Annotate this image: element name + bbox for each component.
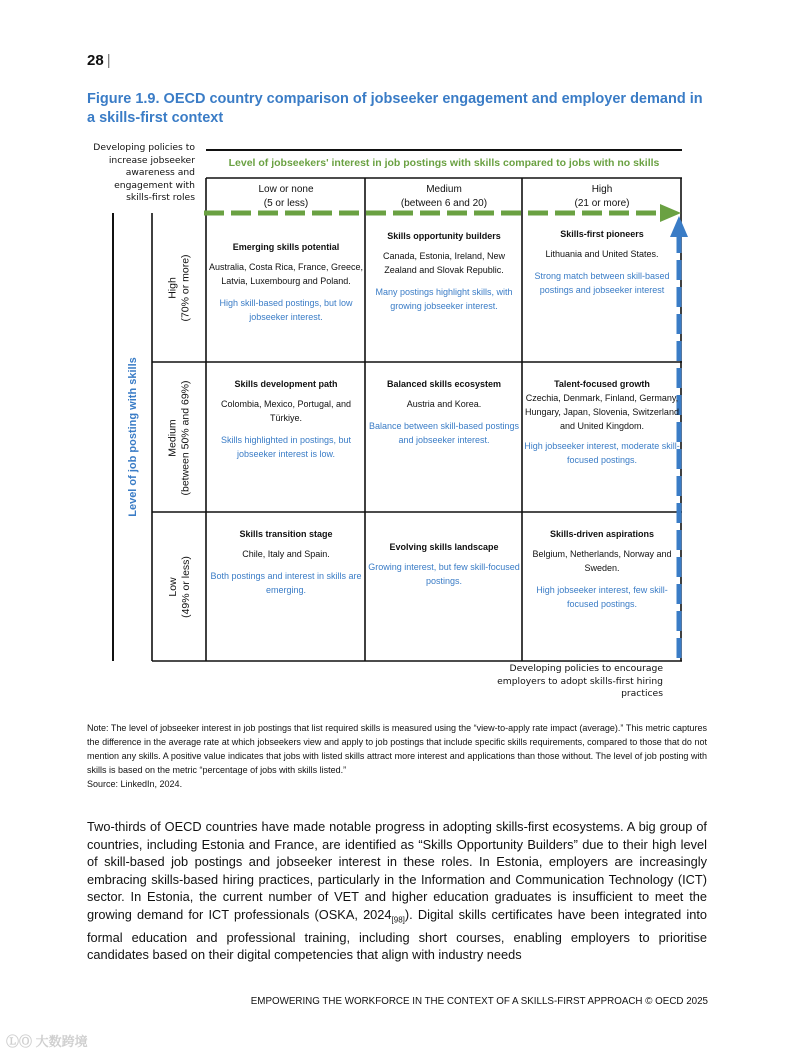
cell-evolving-skills-landscape [367,540,521,588]
cell-description: Many postings highlight skills, with growing jobseeker interest. [375,287,513,311]
cell-description: High jobseeker interest, few skill-focused postings. [536,585,668,609]
bottom-right-policy-note: Developing policies to encourage employers to adopt skills-first hiring practices [497,663,663,700]
cell-title: Balanced skills ecosystem [386,379,502,389]
body-text-part-2: ). Digital skills certificates have been integrated into formal education and professional training, including short courses, enabling employers to prioritise candidates based on their digital competencies that align with industry needs [87,906,707,963]
figure-title: Figure 1.9. OECD country comparison of jobseeker engagement and employer demand in a skills-first context [87,91,703,126]
cell-countries: Austria and Korea. [406,399,482,409]
cell-description: Skills highlighted in postings, but jobseeker interest is low. [220,435,352,459]
watermark-logo: ⓁⓄ 大数跨境 [6,1034,88,1049]
figure-note-text: Note: The level of jobseeker interest in job postings that list required skills is measured using the “view-to-apply rate impact (average).” This metric captures the difference in the average rate at which jobseekers view and apply to job postings that include specific skills requirements, compared to those that do not mention any skills. A positive value indicates that jobs with listed skills attract more interest and applications than those without. The level of job posting with skills is based on the metric “percentage of jobs with skills listed.” [87,723,707,775]
cell-skills-first-pioneers [524,227,680,297]
cell-title: Skills-driven aspirations [549,529,655,539]
row-label-range: (49% or less) [179,556,192,618]
cell-countries: Colombia, Mexico, Portugal, and Türkiye. [220,399,352,423]
cell-countries: Canada, Estonia, Ireland, New Zealand and Slovak Republic. [382,251,506,275]
page-number-separator: | [106,52,111,69]
body-paragraph [87,818,707,964]
cell-emerging-skills-potential [208,240,364,324]
cell-countries: Chile, Italy and Spain. [242,549,330,559]
cell-description: Both postings and interest in skills are emerging. [210,571,362,595]
column-header-label: High [591,184,613,195]
cell-description: Strong match between skill-based postings and jobseeker interest [534,271,670,295]
row-label-text: High [166,277,179,299]
column-header-label: Medium [426,184,462,195]
cell-title: Skills development path [234,379,338,389]
row-axis-title: Level of job posting with skills [127,357,139,517]
cell-title: Emerging skills potential [232,242,340,252]
figure-note [87,721,707,791]
cell-countries: Czechia, Denmark, Finland, Germany, Hungary, Japan, Slovenia, Switzerland and United Kingdom. [525,393,679,431]
top-left-policy-note: Developing policies to increase jobseeker awareness and engagement with skills-first roles [93,142,195,204]
cell-balanced-skills-ecosystem [367,377,521,447]
cell-skills-driven-aspirations [524,527,680,611]
page-number: 28 | [87,52,111,69]
cell-skills-transition-stage [208,527,364,597]
cell-description: Growing interest, but few skill-focused postings. [368,562,520,586]
cell-talent-focused-growth [524,377,680,467]
column-header-range: (5 or less) [263,198,309,209]
cell-description: High skill-based postings, but low jobseeker interest. [219,298,353,322]
row-label-text: Low [166,577,179,597]
cell-skills-opportunity-builders [367,229,521,313]
reference-number: [98] [391,915,405,925]
figure-source: Source: LinkedIn, 2024. [87,779,183,789]
body-text-part-1: Two-thirds of OECD countries have made notable progress in adopting skills-first ecosystems. A big group of countries, including Estonia and France, are identified as “Skills Opportunity Builders” due to their high level of skill-based job postings and jobseeker interest in these roles. In Estonia, employers are increasingly embracing skills-based hiring practices, particularly in the Information and Communication Technology (ICT) sector. In Estonia, the current number of VET and higher education graduates is insufficient to meet the growing demand for ICT professionals (OSKA, 2024 [87,819,707,922]
row-label-range: (70% or more) [179,254,192,322]
cell-title: Skills-first pioneers [560,229,644,239]
row-label-range: (between 50% and 69%) [179,380,192,496]
column-axis-title: Level of jobseekers' interest in job postings with skills compared to jobs with no skills [228,157,660,169]
cell-countries: Lithuania and United States. [545,249,659,259]
cell-title: Skills transition stage [239,529,333,539]
column-header-range: (21 or more) [574,198,630,209]
cell-title: Talent-focused growth [554,379,650,389]
cell-countries: Belgium, Netherlands, Norway and Sweden. [532,549,672,573]
column-header-label: Low or none [258,184,314,195]
column-header-range: (between 6 and 20) [400,198,488,209]
cell-title: Evolving skills landscape [389,542,499,552]
row-label-text: Medium [166,419,179,457]
cell-description: Balance between skill-based postings and jobseeker interest. [368,421,520,445]
cell-description: High jobseeker interest, moderate skill-focused postings. [524,441,680,465]
cell-countries: Australia, Costa Rica, France, Greece, Latvia, Luxembourg and Poland. [208,262,364,286]
cell-skills-development-path [208,377,364,461]
page-footer: EMPOWERING THE WORKFORCE IN THE CONTEXT OF A SKILLS-FIRST APPROACH © OECD 2025 [250,996,708,1007]
cell-title: Skills opportunity builders [387,231,501,241]
